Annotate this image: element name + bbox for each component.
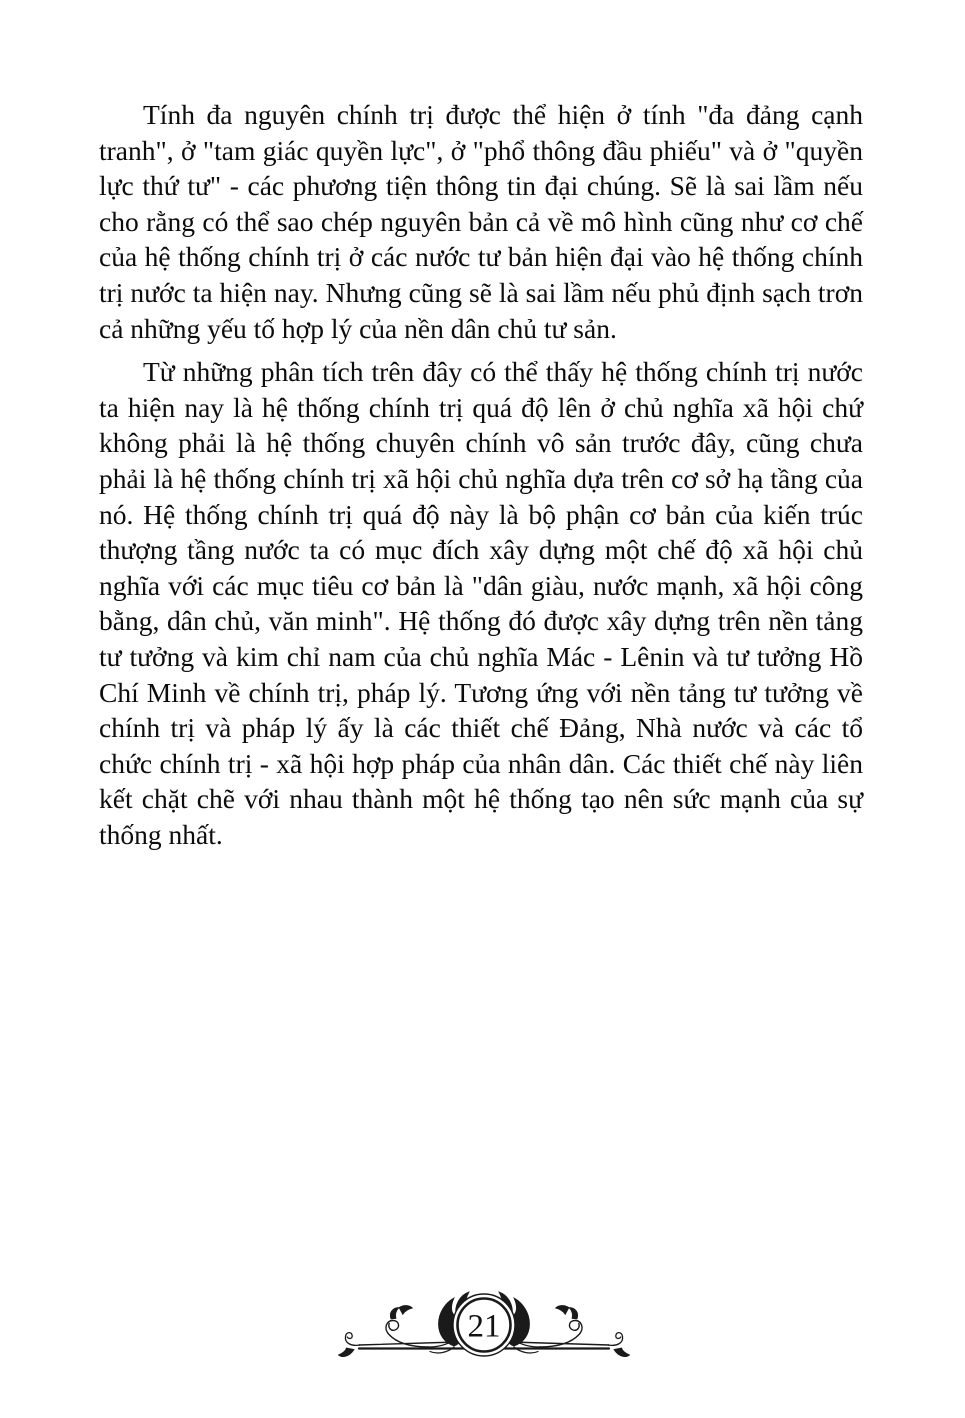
body-paragraph: Tính đa nguyên chính trị được thể hiện ở tính "đa đảng cạnh tranh", ở "tam giác quyền lực", ở "phổ thông đầu phiếu" và ở "quyền lực thứ tư" - các phương tiện thông tin đại chúng. Sẽ là sai lầm nếu cho rằng có thể sao chép nguyên bản cả về mô hình cũng như cơ chế của hệ thống chính trị ở các nước tư bản hiện đại vào hệ thống chính trị nước ta hiện nay. Nhưng cũng sẽ là sai lầm nếu phủ định sạch trơn cả những yếu tố hợp lý của nền dân chủ tư sản. xyxy=(99,99,863,344)
page-body-text xyxy=(99,97,863,852)
body-paragraph: Từ những phân tích trên đây có thể thấy hệ thống chính trị nước ta hiện nay là hệ thống chính trị quá độ lên ở chủ nghĩa xã hội chứ không phải là hệ thống chuyên chính vô sản trước đây, cũng chưa phải là hệ thống chính trị xã hội chủ nghĩa dựa trên cơ sở hạ tầng của nó. Hệ thống chính trị quá độ này là bộ phận cơ bản của kiến trúc thượng tầng nước ta có mục đích xây dựng một chế độ xã hội chủ nghĩa với các mục tiêu cơ bản là "dân giàu, nước mạnh, xã hội công bằng, dân chủ, văn minh". Hệ thống đó được xây dựng trên nền tảng tư tưởng và kim chỉ nam của chủ nghĩa Mác - Lênin và tư tưởng Hồ Chí Minh về chính trị, pháp lý. Tương ứng với nền tảng tư tưởng về chính trị và pháp lý ấy là các thiết chế Đảng, Nhà nước và các tổ chức chính trị - xã hội hợp pháp của nhân dân. Các thiết chế này liên kết chặt chẽ với nhau thành một hệ thống tạo nên sức mạnh của sự thống nhất. xyxy=(99,356,863,850)
flourish-divider-svg xyxy=(333,1253,635,1393)
footer-flourish-ornament xyxy=(333,1253,635,1393)
page-number: 21 xyxy=(467,1308,501,1345)
